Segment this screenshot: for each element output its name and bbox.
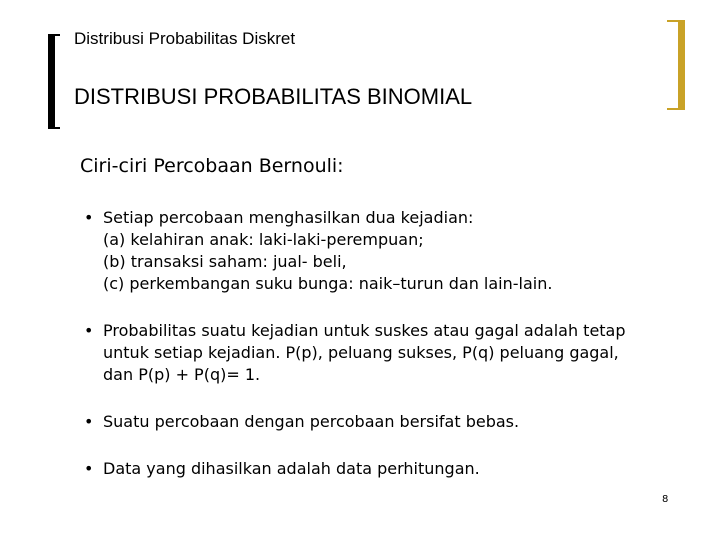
bullet-item-3 <box>84 411 684 433</box>
bullet-list <box>84 207 684 505</box>
bullet-2-line-3: dan P(p) + P(q)= 1. <box>103 365 261 384</box>
bullet-dot: • <box>84 459 94 478</box>
bullet-item-1 <box>84 207 684 295</box>
bullet-1-line-4: (c) perkembangan suku bunga: naik–turun dan lain-lain. <box>103 274 553 293</box>
bullet-item-4 <box>84 458 684 480</box>
page-number: 8 <box>662 494 669 505</box>
bullet-item-2 <box>84 320 684 386</box>
right-bracket-decoration <box>667 20 685 110</box>
slide-subtitle: Distribusi Probabilitas Diskret <box>74 29 296 48</box>
bullet-3-line-1: Suatu percobaan dengan percobaan bersifat bebas. <box>103 412 520 431</box>
left-bracket-decoration <box>48 34 60 129</box>
bullet-1-line-3: (b) transaksi saham: jual- beli, <box>103 252 347 271</box>
bullet-4-line-1: Data yang dihasilkan adalah data perhitungan. <box>103 459 480 478</box>
section-heading: Ciri-ciri Percobaan Bernouli: <box>80 155 344 177</box>
bullet-1-line-2: (a) kelahiran anak: laki-laki-perempuan; <box>103 230 424 249</box>
bullet-1-line-1: Setiap percobaan menghasilkan dua kejadian: <box>103 208 474 227</box>
bullet-2-line-1: Probabilitas suatu kejadian untuk suskes atau gagal adalah tetap <box>103 321 626 340</box>
slide-title: DISTRIBUSI PROBABILITAS BINOMIAL <box>74 84 473 109</box>
bullet-dot: • <box>84 208 94 227</box>
bullet-2-line-2: untuk setiap kejadian. P(p), peluang sukses, P(q) peluang gagal, <box>103 343 619 362</box>
bullet-dot: • <box>84 321 94 340</box>
bullet-dot: • <box>84 412 94 431</box>
